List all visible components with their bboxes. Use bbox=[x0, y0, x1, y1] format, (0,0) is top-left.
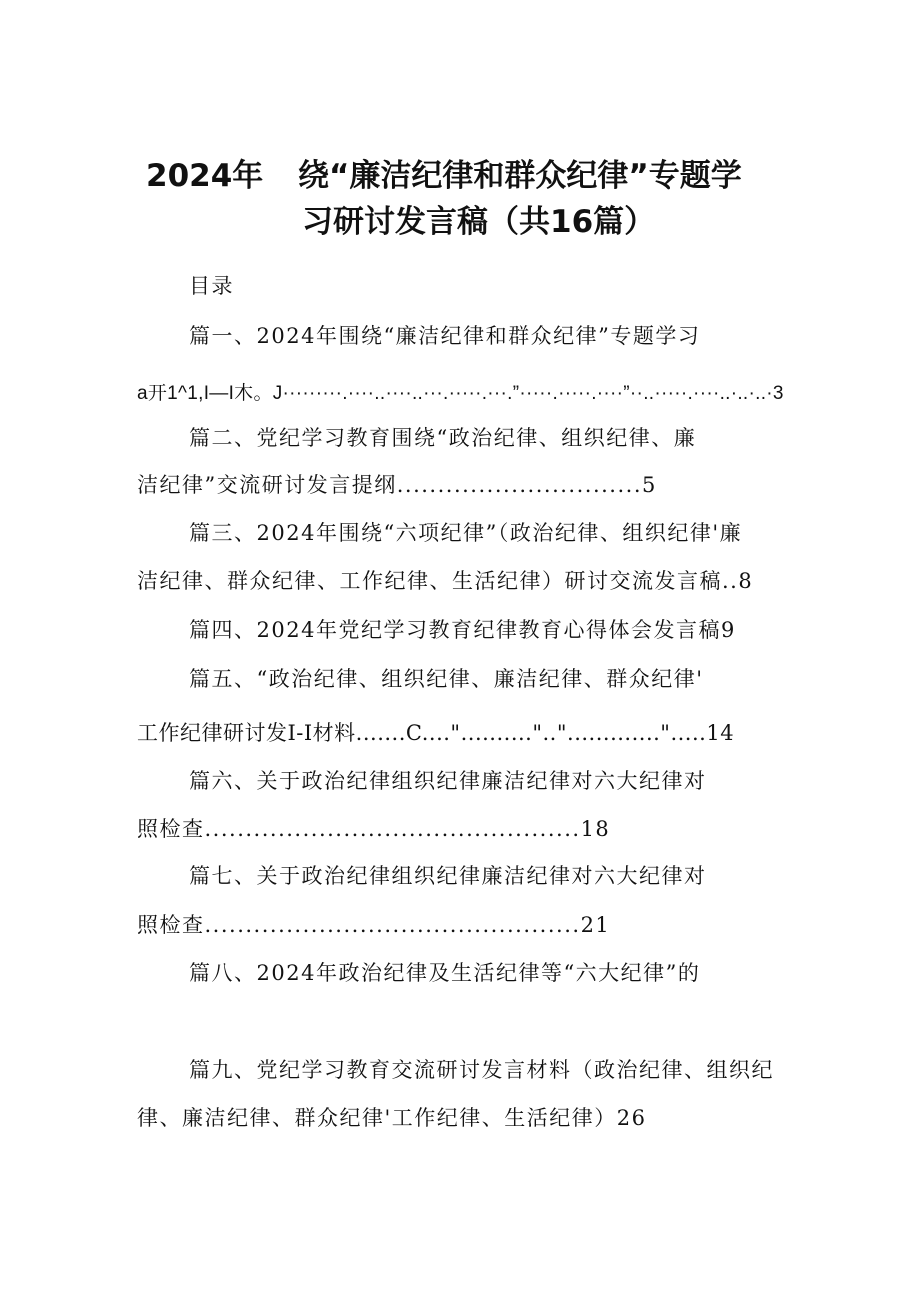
toc-line: a开1^1,I—I木。J·········.····..····..···.·····.···.”·····.·····.····”··..·····.····..·..·..·3 bbox=[137, 383, 784, 404]
title-year: 2024年 bbox=[146, 158, 264, 194]
toc-line: 洁纪律、群众纪律、工作纪律、生活纪律）研讨交流发言稿..8 bbox=[137, 569, 754, 593]
toc-line: 工作纪律研讨发I-I材料.......C....".........."..".............".....14 bbox=[137, 721, 735, 745]
toc-line: 篇一、2024年围绕“廉洁纪律和群众纪律”专题学习 bbox=[189, 324, 701, 348]
toc-line: 篇二、党纪学习教育围绕“政治纪律、组织纪律、廉 bbox=[189, 426, 697, 450]
toc-line: 律、廉洁纪律、群众纪律'工作纪律、生活纪律）26 bbox=[137, 1106, 647, 1130]
toc-heading: 目录 bbox=[189, 274, 234, 298]
toc-line: 照检查..............................................18 bbox=[137, 817, 611, 841]
toc-line: 照检查..............................................21 bbox=[137, 913, 611, 937]
title-line-1: 绕“廉洁纪律和群众纪律”专题学 bbox=[298, 158, 742, 194]
toc-line: 篇三、2024年围绕“六项纪律”（政治纪律、组织纪律'廉 bbox=[189, 521, 743, 545]
toc-line: 洁纪律”交流研讨发言提纲..............................5 bbox=[137, 473, 657, 497]
toc-line: 篇六、关于政治纪律组织纪律廉洁纪律对六大纪律对 bbox=[189, 769, 707, 793]
toc-line: 篇七、关于政治纪律组织纪律廉洁纪律对六大纪律对 bbox=[189, 864, 707, 888]
toc-line: 篇九、党纪学习教育交流研讨发言材料（政治纪律、组织纪 bbox=[189, 1058, 774, 1082]
toc-line: 篇四、2024年党纪学习教育纪律教育心得体会发言稿9 bbox=[189, 618, 736, 642]
toc-line: 篇五、“政治纪律、组织纪律、廉洁纪律、群众纪律' bbox=[189, 667, 704, 691]
title-line-2: 习研讨发言稿（共16篇） bbox=[302, 204, 656, 240]
toc-line: 篇八、2024年政治纪律及生活纪律等“六大纪律”的 bbox=[189, 961, 701, 985]
